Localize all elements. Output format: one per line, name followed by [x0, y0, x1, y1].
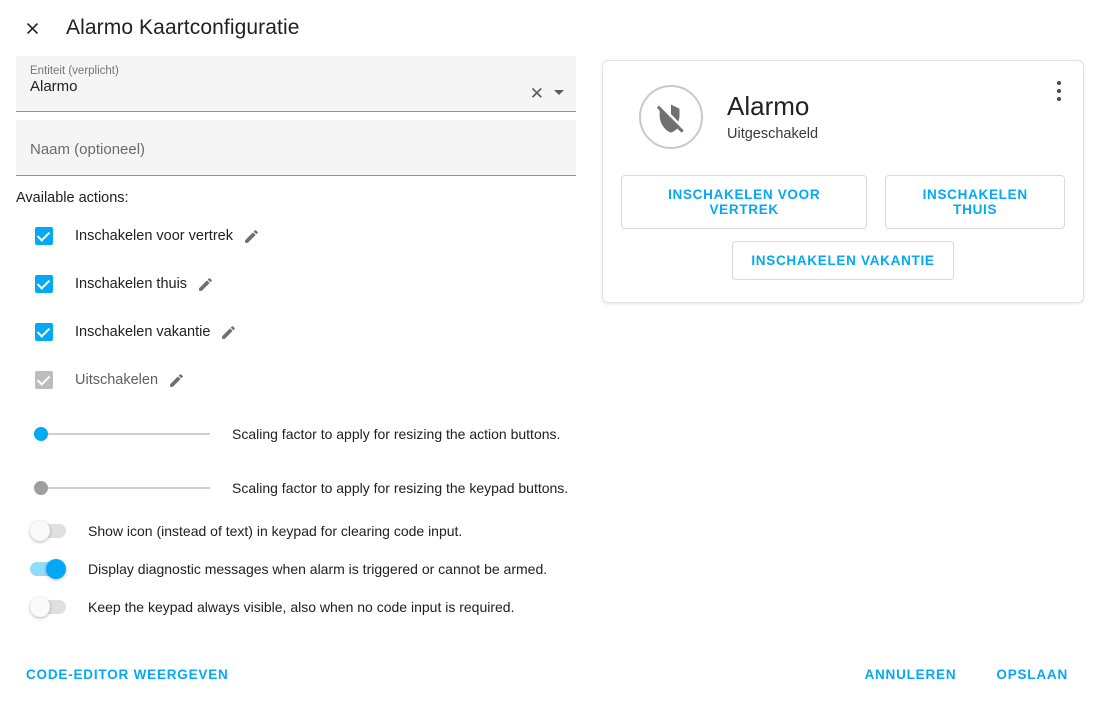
action-label: Inschakelen thuis	[75, 276, 188, 292]
toggle-row-diagnostic-messages	[16, 550, 576, 588]
checkbox-inschakelen-vakantie[interactable]	[35, 323, 53, 341]
toggle-knob	[30, 597, 50, 617]
alarmo-preview-card	[602, 60, 1084, 303]
card-status: Uitgeschakeld	[727, 126, 819, 143]
dialog-header	[0, 0, 1094, 56]
config-form	[16, 56, 576, 626]
slider-track	[34, 433, 210, 435]
slider-description: Scaling factor to apply for resizing the keypad buttons.	[232, 480, 569, 496]
action-buttons-scale-slider[interactable]	[34, 424, 210, 444]
chevron-down-icon[interactable]	[554, 90, 564, 95]
clear-icon[interactable]: ✕	[529, 84, 544, 103]
action-row-inschakelen-vakantie[interactable]	[16, 308, 576, 356]
checkbox-inschakelen-voor-vertrek[interactable]	[35, 227, 53, 245]
preview-pane	[576, 56, 1084, 303]
entity-field-label: Entiteit (verplicht)	[30, 65, 119, 77]
page-title: Alarmo Kaartconfiguratie	[66, 16, 300, 39]
cancel-button[interactable]: ANNULEREN	[858, 666, 962, 683]
checkbox-inschakelen-thuis[interactable]	[35, 275, 53, 293]
action-row-uitschakelen	[16, 356, 576, 404]
toggle-row-clear-code-icon	[16, 512, 576, 550]
edit-icon[interactable]	[197, 275, 215, 293]
slider-thumb[interactable]	[34, 427, 48, 441]
slider-description: Scaling factor to apply for resizing the action buttons.	[232, 426, 561, 442]
arm-home-button[interactable]: INSCHAKELEN THUIS	[885, 175, 1065, 229]
toggle-clear-code-icon[interactable]	[30, 524, 66, 538]
toggle-keypad-always-visible[interactable]	[30, 600, 66, 614]
name-field[interactable]	[16, 120, 576, 176]
available-actions-label: Available actions:	[16, 190, 129, 206]
arm-away-button[interactable]: INSCHAKELEN VOOR VERTREK	[621, 175, 867, 229]
card-header	[621, 77, 1065, 159]
card-button-row-2	[621, 241, 1065, 280]
dialog-content	[0, 56, 1094, 626]
entity-field-value: Alarmo	[30, 78, 78, 95]
action-row-inschakelen-voor-vertrek[interactable]	[16, 212, 576, 260]
show-code-editor-button[interactable]: CODE-EDITOR WEERGEVEN	[20, 666, 235, 683]
toggle-label: Keep the keypad always visible, also when no code input is required.	[88, 599, 515, 615]
action-label: Inschakelen vakantie	[75, 324, 211, 340]
slider-track	[34, 487, 210, 489]
save-button[interactable]: OPSLAAN	[990, 666, 1074, 683]
action-label: Inschakelen voor vertrek	[75, 228, 233, 244]
card-title: Alarmo	[727, 90, 810, 121]
toggle-diagnostic-messages[interactable]	[30, 562, 66, 576]
action-row-inschakelen-thuis[interactable]	[16, 260, 576, 308]
shield-off-icon	[639, 85, 703, 149]
dot	[1057, 97, 1061, 101]
dialog-footer	[0, 646, 1094, 702]
dot	[1057, 89, 1061, 93]
toggle-label: Show icon (instead of text) in keypad for clearing code input.	[88, 523, 463, 539]
action-label: Uitschakelen	[75, 372, 159, 388]
checkbox-uitschakelen	[35, 371, 53, 389]
entity-field-actions	[530, 85, 564, 102]
more-vert-icon[interactable]	[1057, 81, 1061, 105]
close-icon[interactable]	[18, 14, 46, 42]
keypad-buttons-scale-slider[interactable]	[34, 478, 210, 498]
slider-thumb[interactable]	[34, 481, 48, 495]
entity-field[interactable]	[16, 56, 576, 112]
card-button-row-1	[621, 175, 1065, 229]
slider-row-keypad-buttons	[16, 464, 576, 512]
edit-icon[interactable]	[220, 323, 238, 341]
arm-vacation-button[interactable]: INSCHAKELEN VAKANTIE	[732, 241, 953, 280]
footer-actions	[858, 666, 1074, 683]
edit-icon[interactable]	[168, 371, 186, 389]
dot	[1057, 81, 1061, 85]
edit-icon[interactable]	[243, 227, 261, 245]
name-field-placeholder: Naam (optioneel)	[30, 141, 146, 158]
toggle-label: Display diagnostic messages when alarm is triggered or cannot be armed.	[88, 561, 548, 577]
toggle-row-keypad-always-visible	[16, 588, 576, 626]
toggle-knob	[46, 559, 66, 579]
slider-row-action-buttons	[16, 410, 576, 458]
card-titles	[727, 92, 818, 143]
toggle-knob	[30, 521, 50, 541]
